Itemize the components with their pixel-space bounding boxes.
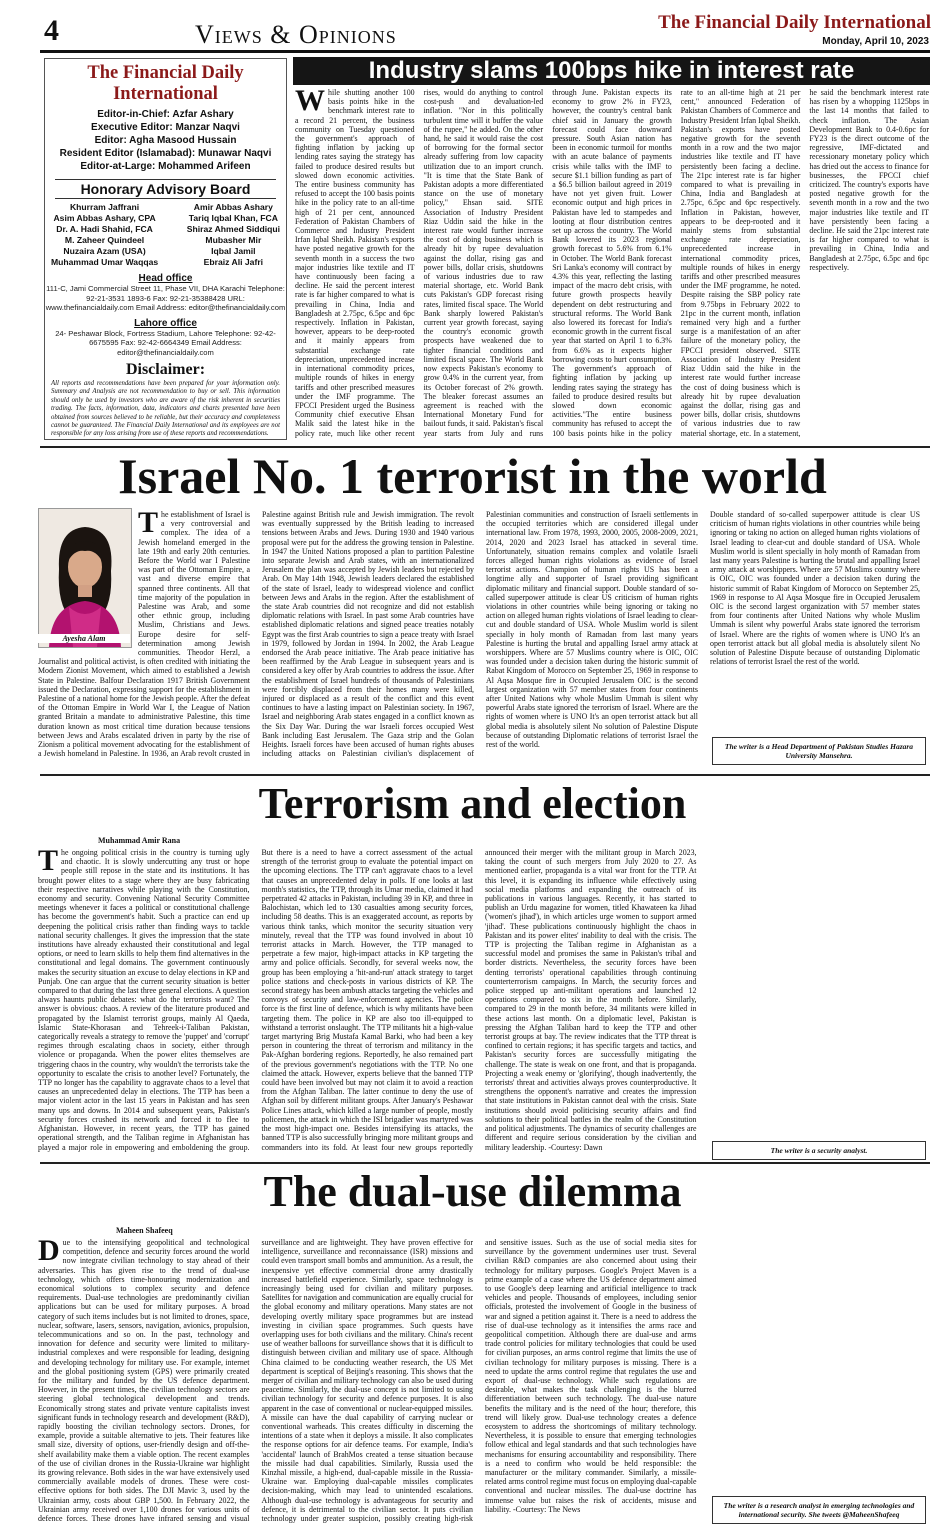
article3-dropcap: D [38, 1238, 60, 1267]
article2-text: he ongoing political crisis in the country is turning ugly and chaotic. It is slowly undercutting any trust or hope people still repose in the state and its institutions. It has brought power elites to a stage where they are busy fabricating their respective narratives while playing with the Constitution, economy and security. Convening National Security Committee meetings whenever it faces a political or constitutional challenge has become the government's habit. Such a practice can end up deepening the political crisis rather than finding ways to tackle national security challenges. It gives the impression that the state institutions have already exhausted their constitutional and legal options, or need to learn skills to help them find alternatives in the constitutional and legal domains. The government continuously makes the security situation an excuse to delay elections in KP and Punjab. One can argue that the current security situation is better compared to that during the last three general elections. A question always haunts public debates: what do the terrorists want? The answer is obvious: chaos. A review of the literature produced and propagated by the Islamist terrorist groups, mainly Al Qaeda, Islamic State-Khorasan and Tehreek-i-Taliban Pakistan, categorically reveals a strategy to remove the 'puppet' and 'corrupt' regimes through escalating chaos in society, either through violence or propaganda. When the power elites themselves are triggering chaos in the country, why wouldn't the terrorists take the opportunity to escalate the crisis to another level? Fortunately, the TTP no longer has the capability to aggravate chaos to a level that causes an unprecedented delay in elections. The TTP has been a major violent actor in the last 15 years in Pakistan and has seen many ups and downs. In 2014 and subsequent years, Pakistan's security forces crushed its network and forced it to flee to Afghanistan. However, in recent years, the TTP has gained operational strength, and the Taliban regime in Afghanistan has played a major role in empowering and emboldening the group. But there is a need to have a correct assessment of the actual strength of the terrorist group to evaluate the potential impact on the upcoming elections. The TTP can't aggravate chaos to a level that causes an unprecedented delay in polls. If one looks at last month's statistics, the TTP, through its Umar media, claimed it had perpetrated 42 attacks in Pakistan, including 39 in KP, and three in Balochistan, which led to 130 casualties among security forces, including 58 deaths. This is an exaggerated account, as reports by various think tanks, which monitor the security situation very minutely, reveal that the TTP was found involved in about 10 terrorist attacks in March. However, the TTP managed to perpetrate a few major, high-impact attacks in KP targeting the army and police officials. Secondly, for several weeks now, the group has been employing a 'hit-and-run' attack strategy to target police stations and check-posts in various districts of KP. The second strategy has been ambush attacks targeting the vehicles and convoys of security and law-enforcement agencies. The police force is the first line of defence, which is why militants have been targeting them. The police in KP are also too ill-equipped to withstand a terrorist onslaught. The TTP militants hit a high-value target martyring Brig Mustafa Kamal Barki, who had been a key person in countering the threat of terrorism and militancy in the Pak-Afghan bordering regions. Reportedly, he also remained part of the previous government's negotiations with the TTP. No one claimed the attack. However, experts believe that the banned TTP could have been involved but may not claim it to avoid a reaction from the Afghan Taliban. The latter continue to deny the use of Afghan soil by different militant groups. After January's Peshawar Police Lines attack, which killed a large number of people, mostly policemen, the attack in which the ISI brigadier was martyred was the most high-impact one. Besides intensifying its attacks, the banned TTP is also successfully bringing more militant groups and commanders into its fold. At least four new groups reportedly announced their merger with the militant group in March 2023, taking the count of such mergers from July 2020 to 27. As mentioned earlier, propaganda is a vital war front for the TTP. At this level, it is expanding its influence while effectively using social media platforms and expanding the outreach of its publications in various languages. Recently, it has started to publish an Urdu magazine for women, titled Khawateen ka Jihad ('women's jihad'), in which articles urge women to support armed 'jihad'. These publications continuously highlight the chaos in Pakistan and its power elites' inability to deal with the crisis. The TTP is projecting the Taliban regime in Afghanistan as a successful model and promises the same in Pakistan's tribal and border districts. Nevertheless, the security forces have been denting terrorists' operational capabilities through continuing counterterrorism campaigns. In March, the security forces and police stepped up anti-militant operations and launched 12 operations compared to six in the month before. Similarly, compared to 29 in the month before, 34 militants were killed in these actions last month. On a diplomatic level, Pakistan is pressing the Afghan Taliban hard to keep the TTP and other terrorist groups at bay. The review indicates that the TTP threat is confined to certain regions; it has specific targets and tactics, and Pakistan's security forces are successfully mitigating the challenge. The state is weak on one front, and that is propaganda. Projecting a weak enemy or 'glorifying', though inadvertently, the terrorists' threat and activities always proves counterproductive. It strengthens the opponent's narrative and creates the impression that state institutions in Pakistan cannot deal with the crisis. State institutions should avoid politicising security affairs and find solutions to their political battles in the realm of the Constitution and political adjustments. The dynamics of security challenges are different and require serious consideration by the civilian and military leadership. -Courtesy: Dawn [38, 848, 697, 1152]
paper-name: The Financial Daily International [658, 12, 931, 33]
advisor-name: Nuzaira Azam (USA) [63, 246, 146, 256]
section-title: Views & Opinions [195, 20, 397, 49]
staff-line: Editor-at-Large: Mohammed Arifeen [80, 161, 251, 172]
advisor-name: Dr. A. Hadi Shahid, FCA [56, 224, 153, 234]
advisory-board-list [45, 199, 286, 268]
staff-line: Executive Editor: Manzar Naqvi [91, 122, 240, 133]
disclaimer-title: Disclaimer: [125, 361, 206, 378]
editorial-dropcap: W [295, 88, 325, 117]
advisor-name: Mubasher Mir [205, 235, 262, 245]
masthead-title: The Financial Daily International [87, 63, 244, 104]
issue-date: Monday, April 10, 2023 [822, 36, 929, 47]
article1-body [38, 510, 698, 762]
article1-text: he establishment of Israel is a very controversial and complex. The idea of a Jewish homeland emerged in the late 19th and early 20th centuries. Before the World war I Palestine was part of the Ottoman Empire, a vast and diverse empire that spanned three continents. All that time majority of the population in Palestine was Arab, and some other ethnic group, including Muslim, Christians and Jews. Europe desire for self-determination among Jewish communities. Theodor Herzl, a Journalist and political activist, is often credited with initiating the Modern Zionist Movement, which aimed to established a Jewish State in Palestine. Balfour Declaration 1917 British Government issued the Declaration, expressing support for the establishment in Palestine of a national home for the Jewish people. After the defeat of the Ottoman Empire in World War I, the League of Nation granted Britain a mandate to administrative Palestine, this time duration known as most critical time duration because tensions between Jews and Arabs escalated driven in party by the rise of Zionism a political movement advocating for the establishment of a Jewish homeland in Palestine. In 1936, an Arab revolt crusted in Palestine against British rule and Jewish immigration. The revolt was eventually suppressed by the British leading to increased tensions between Arabs and Jews. During 1930 and 1940 various proposal were put for the address the growing tension in Palestine. In 1947 the United Nations proposed a plan to partition Palestine into separate Jewish and Arab states, with an internationalized Jerusalem the plan was accepted by Jewish leaders but rejected by Arab. On May 14th 1948, Jewish leaders declared the established of the state of Israel, leady to widespread violence and conflict between Jews and Arabs in the region. After the establishment of the state Arab countries did not recognize and did not establish diplomatic relations with Israel. In past some Arab countries have established diplomatic relations and signed peace treaties notably Egypt was the first Arab countries to sign a peace treaty with Israel in 1979, followed by Jordan in 1994. In 2002, the Arab League endorsed the Arab peace initiative. The Arab peace initiative has been reaffirmed by the Arab League in subsequent years and is considered a key offer by Arab countries to address the issue. After the establishment of Israel hundreds of thousands of Palestinians were forcibly displaced from their homes many were killed, injured or displaced as a result of the conflict and this event continues to have a lasting impact on Palestinian society. In 1967, Israel and neighboring Arab states engaged in a conflict known as the Six Day War. During the war Israeli forces occupied West Bank including East Jerusalem. The Gaza strip and the Golan Heights. Israeli forces have been accused of human rights abuses including attacks on Palestinian civilian's displacement of Palestinian communities and construction of Israeli settlements in the occupied territories which are considered illegal under international law. From 1978, 1993, 2000, 2005, 2008-2009, 2021, 2014, 2020 and 2023 Israel has attacked in several time. Unfortunately, situation remains complex and volatile Israeli forces alleged human rights violations as evidence of Israel terrorist actions. Champion of human rights US has been a longtime ally and supporter of Israel providing significant diplomatic military and financial support. Double standard of so-called superpower attitude is clear US criticism of human rights violations in other countries while being ignoring or taking no action on alleged human rights violations of Israel leading to clear-cut and double standard of USA. Whole Muslim world is silent specially in holy month of Ramadan from last many years Palestine is hurting the brutal and appalling Israel army attack at worshippers. Where are 57 Muslims country where is OIC, OIC was founded under a decision taken during the historic summit of Rabat Kingdom of Morocco on September 25, 1969 in response to Al Aqsa Mosque fire in Occupied Jerusalem OIC is the second largest organization with 57 member states from four continents after United Nations why whole Muslim Ummah is silent why powerful Arabs state ignored the terrorism of Israel. Where are the rights of women where is UNO It's an open terrorist attack but all global media is absolutely silent No solution of Palestine Dispute because of outstanding Diplomatic relations of terrorist Israel the rest of the world. [38, 510, 698, 759]
staff-line: Editor: Agha Masood Hussain [94, 135, 237, 146]
article2-writer-note: The writer is a security analyst. [712, 1141, 926, 1160]
article3-headline: The dual-use dilemma [263, 1167, 682, 1216]
article2-dropcap: T [38, 848, 59, 877]
masthead-box [44, 58, 287, 440]
staff-line: Resident Editor (Islamabad): Munawar Naqvi [59, 148, 272, 159]
staff-line: Editor-in-Chief: Azfar Ashary [97, 109, 234, 120]
article2-headline: Terrorism and election [258, 779, 687, 828]
article2-body [38, 848, 920, 1158]
advisor-name: Khurram Jaffrani [69, 202, 140, 212]
editorial-text: hile shutting another 100 basis points hike in the benchmark interest rate to a record 21 percent, the business community on Tuesday questioned the government's approach of fighting inflation by jacking up lending rates saying the strategy has failed to produce desired results but slowed down economic activities. The entire business community has refused to accept the 100 basis points hike in the policy rate to an all-time high of 21 per cent, announced Federation of Pakistan Chambers of Commerce and Industry President Irfan Iqbal Sheikh. Pakistan's exports have posted negative growth for the seventh month in a success the two major industries like textile and IT have continuously been facing a decline. He said the percent interest rate is far higher compared to what is prevailing in China, India and Bangladesh at 2.75pc, 6.5pc and 6pc respectively. Inflation in Pakistan, however, appears to be deep-rooted and it mainly appears from substantial exchange rate depreciation, unprecedented increase in international commodity prices, multiple rounds of hikes in energy tariffs and other prescribed measures under the IMF programme. The FPCCI President urged the Business Community chief executive Ehsan Malik said the latest hike in the policy rate, much like other recent rises, would do anything to control cost-push and devaluation-led inflation. "Nor in this politically turbulent time will it buffer the value of the rupee," he added. On the other hand, he said it would raise the cost of borrowing for the formal sector already suffering from low capacity utilization due to an import crunch. "It is time that the State Bank of Pakistan adopts a more differentiated stance on the use of monetary policy," Ehsan said. SITE Association of Industry President Riaz Uddin said the hike in the interest rate would further increase the cost of doing business which is already hit by rupee devaluation against the dollar, rising gas and power bills, dollar crisis, shutdowns of various industries due to raw material shortage, etc. World Bank cuts Pakistan's GDP forecast rising rates, limited fiscal space. The World Bank sharply lowered Pakistan's current year growth forecast, saying the country's economic growth prospects have weakened due to tighter financial conditions and limited fiscal space. The World Bank now expects Pakistan's economy to grow 0.4% in the current year, from its October forecast of 2% growth. The bleaker forecast assumes an agreement is reached with the International Monetary Fund for bailout funds, it said. Pakistan's fiscal year starts from July and runs through June. Pakistan expects its economy to grow 2% in FY23, however, the country's central bank chief said in January the growth forecast could face downward pressure. South Asian nation has been in economic turmoil for months with an acute balance of payments crisis while talks with the IMF to secure $1.1 billion funding as part of a $6.5 billion bailout agreed in 2019 have not yet given fruit. Lower economic output and high prices in Pakistan have led to stampedes and looting at flour distribution centres set up across the country. The World Bank lowered its 2023 regional growth forecast to 5.6% from 6.1% in October. The World Bank forecast Sri Lanka's economy will contract by 4.3% this year, reflecting the lasting impact of the macro debt crisis, with future growth prospects heavily dependent on debt restructuring and structural reforms. The World Bank also lowered its forecast for India's economic growth in the current fiscal year that started on April 1 to 6.3% from 6.6% as it expects higher borrowing costs to hurt consumption. The government's approach of fighting inflation by jacking up lending rates saying the strategy has failed to produce desired results but slowed down economic activities."The entire business community has refused to accept the 100 basis points hike in the policy rate to an all-time high at 21 per cent," announced Federation of Pakistan Chambers of Commerce and Industry President Irfan Iqbal Sheikh. Pakistan's exports have posted negative growth for the seventh month in a row and the two major industries like textile and IT have persistently been facing a decline. The 21pc interest rate is far higher compared to what is prevailing in China, India and Bangladesh at 2.75pc, 6.5pc and 6pc respectively. Inflation in Pakistan, however, appears to be deep-rooted and it mainly stems from substantial exchange rate depreciation, unprecedented increase in international commodity prices, multiple rounds of hikes in energy tariffs and other prescribed measures under the IMF programme, he noted. Despite raising the SBP policy rate from 9.75bps in February 2022 to 21pc in the current month, inflation remained very high and a further surge is a manifestation of an after failure of the monetary policy, the FPCCI president observed. SITE Association of Industry President Riaz Uddin said the hike in the interest rate would further increase the cost of doing business which is already hit by rupee devaluation against the dollar, rising gas and power bills, dollar crisis, shutdowns of various industries due to raw material shortage, etc. In a statement, he said the benchmark interest rate has risen by a whopping 1125bps in the last 14 months that failed to check inflation. The Asian Development Bank to 0.4-0.6pc for FY23 is the direct outcome of the regressive, IMF-dictated and recessionary monetary policy which has dried out the access to finance for businesses, the FPCCI chief criticized. The country's exports have posted negative growth for the seventh month in a row and the two major industries like textile and IT have persistently been facing a decline. He said the 21pc interest rate is far higher compared to what is prevailing in China, India and Bangladesh at 2.75pc, 6.5pc and 6pc respectively. [295, 88, 929, 438]
advisor-name: Ebraiz Ali Jafri [203, 257, 264, 267]
article1-dropcap: T [138, 510, 159, 539]
article1-writer-note: The writer is a Head Department of Pakistan Studies Hazara University Mansehra. [712, 737, 926, 765]
advisory-board-title: Honorary Advisory Board [55, 179, 276, 199]
advisory-col-left [51, 202, 158, 268]
advisor-name: Iqbal Jamil [211, 246, 256, 256]
disclaimer-text: All reports and recommendations have been prepared for your information only. Summary and Analysis are not recommendation to buy or sell. This information should only be used by investors who are aware of the risk inherent in securities trading. The facts, information, data, indicators and charts presented have been obtained from sources believed to be reliable, but their accuracy and completeness cannot be guaranteed. The Financial Daily International and its employees are not responsible for any loss arising from use of these reports and recommendations. [51, 380, 280, 438]
article1-headline: Israel No. 1 terrorist in the world [118, 448, 827, 504]
header-rule [40, 50, 930, 53]
article1-text-tail: Double standard of so-called superpower attitude is clear US criticism of human rights violations in other countries while being ignoring or taking no action on alleged human rights violations of Israel leading to clear-cut and double standard of USA. Whole Muslim world is silent specially in holy month of Ramadan from last many years Palestine is hurting the brutal and appalling Israel army attack at worshippers. Where are 57 Muslims country where is OIC, OIC was founded under a decision taken during the historic summit of Rabat Kingdom of Morocco on September 25, 1969 in response to Al Aqsa Mosque fire in Occupied Jerusalem OIC is the second largest organization with 57 member states from four continents after United Nations why whole Muslim Ummah is silent why powerful Arabs state ignored the terrorism of Israel. Where are the rights of women where is UNO It's an open terrorist attack but all global media is absolutely silent No solution of Palestine Dispute because of outstanding Diplomatic relations of terrorist Israel the rest of the world. [710, 510, 920, 667]
photo-spacer [38, 510, 138, 650]
article3-body [38, 1238, 920, 1528]
advisor-name: Amir Abbas Ashary [193, 202, 273, 212]
editorial-body [295, 88, 929, 440]
article2-byline: Muhammad Amir Rana [98, 836, 181, 845]
article3-writer-note: The writer is a research analyst in emerging technologies and international security. She tweets @MaheenShafeeq [712, 1496, 926, 1524]
head-office-title: Head office [138, 273, 193, 284]
page-number: 4 [44, 14, 59, 47]
head-office-address: 111-C, Jami Commercial Street 11, Phase VII, DHA Karachi Telephone: 92-21-3531 1893-6 Fax: 92-21-35388428 URL: www.thefinancialdaily.com Email Address: editor@thefinancialdaily.com [45, 284, 286, 312]
article3-byline: Maheen Shafeeq [116, 1226, 173, 1235]
section-divider [40, 1162, 930, 1164]
advisory-col-right [187, 202, 280, 268]
advisor-name: Shiraz Ahmed Siddiqui [186, 224, 280, 234]
editorial-headline: Industry slams 100bps hike in interest rate [293, 57, 930, 85]
section-divider [40, 774, 930, 776]
staff-list [45, 108, 286, 173]
author-caption: Ayesha Alam [38, 634, 130, 643]
lahore-office-title: Lahore office [134, 317, 197, 329]
advisor-name: Tariq Iqbal Khan, FCA [188, 213, 278, 223]
advisor-name: M. Zaheer Quindeel [64, 235, 145, 245]
lahore-office-address: 24- Peshawar Block, Fortress Stadium, Lahore Telephone: 92-42-6675595 Fax: 92-42-6664349 Email Address: editor@thefinancialdaily.com [55, 328, 276, 357]
advisor-name: Muhammad Umar Waqqas [51, 257, 159, 267]
advisor-name: Asim Abbas Ashary, CPA [53, 213, 156, 223]
article3-text: ue to the intensifying geopolitical and technological competition, defence and security forces around the world now integrate civilian technology to stay ahead of their adversaries. This has given rise to the trend of dual-use technology, which offers time-honouring modernization and economical solutions to complex security and defence requirements. Dual-use technologies are predominantly civilian applications but can be used for military purposes. A broad category of such items includes but is not limited to drones, space, nuclear, software, lasers, sensors, navigation, avionics, propulsion, telecommunications and so on. In the past, technology and innovation for defence and security were limited to military-industrial complexes and were responsible for leading, designing and developing technology for military use. For example, internet and the global positioning system (GPS) were primarily created for the military and funded by the US defence department. However, in the present times, the civilian technology sectors are steering global technological development and trends. Economically strong states and private venture capitalists invest significant funds in technology research and development (R&D), rapidly boosting the civilian technology sectors. Drones, for example, provide a suitable alternative to jets. Their features like small size, diversity of options, user-friendly design and off-the-shelf availability make them a viable option. The recent examples of the use of civilian drones in the Russia-Ukraine war highlight its growing relevance. Both sides in the war have extensively used commercially available models of drones. These were cost-effective options for both sides. The DJI Mavic 3, used by the Ukrainian army, costs about GBP 1,500. In February 2022, the Ukrainian army received over 1,100 drones for various units of defence forces. These drones have infrared sensing and visual surveillance and are lightweight. They have proven effective for intelligence, surveillance and reconnaissance (ISR) missions and could even transport small bombs and ammunition. As a result, the inexpensive yet effective commercial drone army drastically increased battlefield experience. Similarly, space technology is increasingly being used for civilian and military purposes. Satellites for navigation and communication are equally crucial for the global economy and military operations. Many states are not developing overtly military space programmes but are instead investing in civilian space programmes. Such quests have overlapping uses for both civilians and the military. China's recent use of weather balloons for surveillance shows that it is difficult to distinguish between civilian and military use of space. Although China claimed to be conducting weather research, the US Met department is sceptical of Beijing's reasoning. This shows that the merger of civilian and military technology can also be used during peacetime. Similarly, the dual-use concept is not limited to using civilian technology for security and defence purposes. It is also apparent in the case of conventional or nuclear-equipped missiles. A missile can have the dual capability of carrying nuclear or conventional warheads. This creates difficulty in discerning the intentions of a state when it deploys a missile. It also complicates the response options for air defence teams. For example, India's 'accidental' launch of BrahMos created a tense situation because the missile had dual capabilities. Similarly, Russia used the Kinzhal missile, a high-end, dual-capable missile in the Russia-Ukraine war. Employing dual-capable missiles complicates decision-making, which may lead to unintended escalations. Although dual-use technology is advantageous for security and defence, it is detrimental to the civilian sector. It puts civilian technology under greater suspicion, possibly creating high-risk and sensitive issues. Such as the use of social media sites for surveillance by the government undermines user trust. Several civilian R&D companies are also concerned about using their technology for military purposes. Google's Project Maven is a prime example of a case where the US defence department aimed to use Google's deep learning and artificial intelligence to track vehicles and people. Thousands of employees, including senior officials, protested the involvement of Google in the business of war and signed a petition against it. There is a need to address the rise of dual-use technology as it intensifies the arms race and geopolitical competition. Although there are dual-use and arms trade control policies for military technologies that could be used for civilian purposes, an arms control regime that limits the use of civilian technology for military purposes is missing. There is a need to update the arms control regime that regulates the use and export of dual-use technology. While such regulations are desirable, what makes the task challenging is the blurred differentiation between such technology. The dual-use nature benefits the military and is the need of the hour; therefore, this trend will likely grow. Dual-use technology creates a defence ecosystem to address the shortcomings of military technology. Nevertheless, it is possible to ensure that emerging technologies follow ethical and legal standards and that such technologies have mechanisms for ensuring accountability and responsibility. There is a need to confirm who would be held responsible: the manufacturer or the military commander. Similarly, a missile-related arms control regime must focus on employing dual-capable conventional and nuclear missiles. The dual-use doctrine has immense value but raises the risk of accidents, misuse and liability. -Courtesy: The News [38, 1238, 697, 1524]
article1-body-col4 [710, 510, 920, 715]
